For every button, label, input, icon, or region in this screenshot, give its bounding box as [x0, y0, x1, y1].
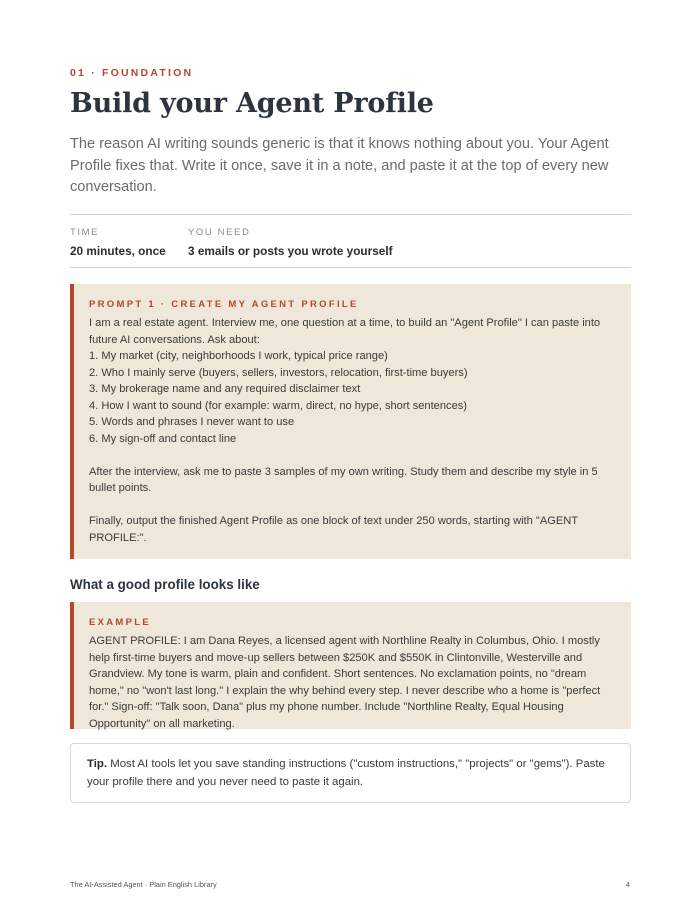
meta-time — [70, 227, 166, 258]
footer-title: The AI-Assisted Agent · Plain English Library — [70, 880, 217, 889]
prompt-item: 3. My brokerage name and any required disclaimer text — [89, 383, 361, 395]
meta-need — [188, 227, 393, 258]
prompt-body — [89, 315, 613, 546]
page-number: 4 — [625, 880, 630, 889]
time-value: 20 minutes, once — [70, 244, 166, 258]
example-text: AGENT PROFILE: I am Dana Reyes, a licensed agent with Northline Realty in Columbus, Ohio. I mostly help first-time buyers and move-up sellers between $250K and $550K in Clintonville, Westerville and Grandview. My tone is warm, plain and confident. Short sentences. No exclamation points, no "dream home," no "won't last long." I explain the why behind every step. I never describe who a home is "perfect for." Sign-off: "Talk soon, Dana" plus my phone number. Include "Northline Realty, Equal Housing Opportunity" on all marketing. — [89, 635, 601, 730]
example-body — [89, 633, 613, 732]
need-label: YOU NEED — [188, 227, 251, 238]
prompt-item: 6. My sign-off and contact line — [89, 432, 237, 445]
example-heading: What a good profile looks like — [70, 577, 260, 592]
prompt-item: 4. How I want to sound (for example: warm, direct, no hype, short sentences) — [89, 399, 467, 412]
page-title: Build your Agent Profile — [70, 88, 434, 119]
prompt-item: 2. Who I mainly serve (buyers, sellers, investors, relocation, first-time buyers) — [89, 366, 468, 379]
tip-body: Most AI tools let you save standing instructions ("custom instructions," "projects" or "gems"). Paste your profile there and you never need to paste it again. — [87, 758, 605, 788]
prompt-para-3: Finally, output the finished Agent Profile as one block of text under 250 words, starting with "AGENT PROFILE:". — [89, 515, 578, 544]
lead-paragraph: The reason AI writing sounds generic is that it knows nothing about you. Your Agent Profile fixes that. Write it once, save it in a note, and paste it at the top of every new conversation. — [70, 136, 609, 195]
meta-strip — [70, 214, 631, 268]
prompt-para-2: After the interview, ask me to paste 3 samples of my own writing. Study them and describe my style in 5 bullet points. — [89, 465, 598, 494]
prompt-box[interactable] — [70, 284, 631, 559]
prompt-intro: I am a real estate agent. Interview me, one question at a time, to build an "Agent Profile" I can paste into future AI conversations. Ask about: — [89, 317, 601, 346]
example-box — [70, 602, 631, 729]
tip-callout — [70, 743, 631, 803]
prompt-item: 1. My market (city, neighborhoods I work, typical price range) — [89, 350, 388, 362]
prompt-item: 5. Words and phrases I never want to use — [89, 416, 295, 428]
example-label: EXAMPLE — [89, 617, 152, 628]
need-value: 3 emails or posts you wrote yourself — [188, 244, 393, 258]
tip-lead: Tip. — [87, 758, 108, 770]
prompt-label: PROMPT 1 · CREATE MY AGENT PROFILE — [89, 299, 359, 310]
time-label: TIME — [70, 227, 100, 238]
section-kicker: 01 · FOUNDATION — [70, 67, 194, 79]
